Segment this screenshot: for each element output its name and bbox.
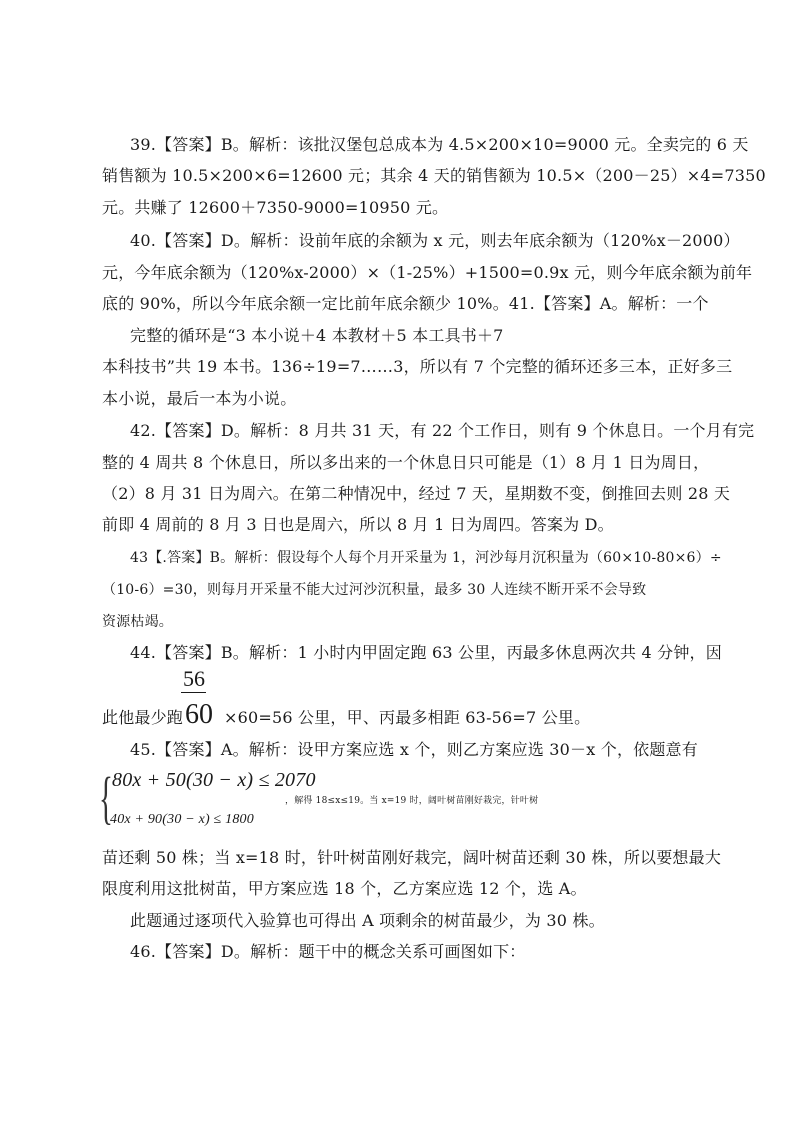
q43-line-3: 资源枯竭。 bbox=[102, 614, 173, 630]
q42-line-4: 前即 4 周前的 8 月 3 日也是周六，所以 8 月 1 日为周四。答案为 D。 bbox=[102, 515, 614, 534]
q43-line-2: （10-6）=30，则每月开采量不能大过河沙沉积量，最多 30 人连续不断开采不会导致 bbox=[102, 582, 647, 598]
equation-note: ，解得 18≤x≤19。当 x=19 时，阔叶树苗刚好栽完，针叶树 bbox=[285, 796, 539, 806]
fraction-denominator: 60 bbox=[185, 699, 213, 730]
q42-line-3: （2）8 月 31 日为周六。在第二种情况中，经过 7 天，星期数不变，倒推回去则 28 天 bbox=[102, 484, 731, 503]
q45-line-3: 限度利用这批树苗，甲方案应选 18 个，乙方案应选 12 个，选 A。 bbox=[102, 879, 587, 898]
equation-brace: { bbox=[99, 765, 113, 830]
q45-line-4: 此题通过逐项代入验算也可得出 A 项剩余的树苗最少，为 30 株。 bbox=[130, 911, 605, 930]
q41-line-1: 完整的循环是“3 本小说＋4 本教材＋5 本工具书＋7 bbox=[130, 326, 504, 345]
q40-line-1: 40.【答案】D。解析：设前年底的余额为 x 元，则去年底余额为（120%x－2000） bbox=[130, 231, 740, 250]
q39-line-2: 销售额为 10.5×200×6=12600 元；其余 4 天的销售额为 10.5×（200－25）×4=7350 bbox=[102, 166, 766, 185]
equation-1: 80x + 50(30 − x) ≤ 2070 bbox=[112, 769, 316, 791]
q42-line-2: 整的 4 周共 8 个休息日，所以多出来的一个休息日只可能是（1）8 月 1 日为周日， bbox=[102, 453, 710, 472]
q42-line-1: 42.【答案】D。解析：8 月共 31 天，有 22 个工作日，则有 9 个休息日。一个月有完 bbox=[130, 421, 755, 440]
q40-line-2: 元，今年底余额为（120%x-2000）×（1-25%）+1500=0.9x 元，则今年底余额为前年 bbox=[102, 263, 753, 282]
q39-line-1: 39.【答案】B。解析：该批汉堡包总成本为 4.5×200×10=9000 元。全卖完的 6 天 bbox=[130, 135, 749, 154]
q41-line-3: 本小说，最后一本为小说。 bbox=[102, 389, 297, 408]
fraction-numerator: 56 bbox=[183, 666, 205, 691]
q44-line-1: 44.【答案】B。解析：1 小时内甲固定跑 63 公里，丙最多休息两次共 4 分钟，因 bbox=[130, 643, 722, 662]
equation-2: 40x + 90(30 − x) ≤ 1800 bbox=[110, 812, 254, 827]
q41-line-2: 本科技书”共 19 本书。136÷19=7……3，所以有 7 个完整的循环还多三本，正好多三 bbox=[102, 357, 733, 376]
fraction-bar bbox=[181, 692, 206, 693]
q45-line-1: 45.【答案】A。解析：设甲方案应选 x 个，则乙方案应选 30－x 个，依题意有 bbox=[130, 740, 698, 759]
q46-line-1: 46.【答案】D。解析：题干中的概念关系可画图如下： bbox=[130, 942, 526, 961]
q43-line-1: 43【.答案】B。解析：假设每个人每个月开采量为 1，河沙每月沉积量为（60×10-80×6）÷ bbox=[130, 550, 722, 566]
q45-line-2: 苗还剩 50 株；当 x=18 时，针叶树苗刚好栽完，阔叶树苗还剩 30 株，所以要想最大 bbox=[102, 848, 722, 867]
q44-line-2a: 此他最少跑 bbox=[102, 708, 184, 727]
q40-line-3: 底的 90%，所以今年底余额一定比前年底余额少 10%。41.【答案】A。解析：一个 bbox=[102, 294, 709, 313]
q44-line-2b: ×60=56 公里，甲、丙最多相距 63-56=7 公里。 bbox=[224, 708, 591, 727]
q39-line-3: 元。共赚了 12600＋7350-9000=10950 元。 bbox=[102, 198, 449, 217]
